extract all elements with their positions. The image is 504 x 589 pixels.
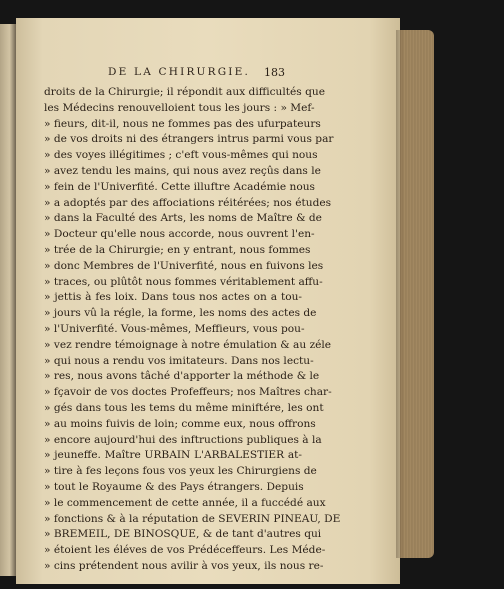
text-line: » cins prétendent nous avilir à vos yeux, ils nous re- xyxy=(44,559,324,572)
text-line: » jettis à fes loix. Dans tous nos actes on a tou- xyxy=(44,291,302,304)
text-line: » l'Univerfité. Vous-mêmes, Meffieurs, vous pou- xyxy=(44,322,305,335)
text-line: » trée de la Chirurgie; en y entrant, nous fommes xyxy=(44,243,311,256)
text-line: » donc Membres de l'Univerfité, nous en fuivons les xyxy=(44,259,324,272)
text-line: » jeuneffe. Maître URBAIN L'ARBALESTIER at- xyxy=(44,449,302,462)
text-line: » de vos droits ni des étrangers intrus parmi vous par xyxy=(44,133,334,146)
text-line: » étoient les éléves de vos Prédéceffeurs. Les Méde- xyxy=(44,544,326,557)
page-header xyxy=(16,66,400,82)
running-title: DE LA CHIRURGIE. xyxy=(108,66,251,78)
text-line: » fein de l'Univerfité. Cette illuftre Académie nous xyxy=(44,180,315,193)
text-line: » res, nous avons tâché d'apporter la méthode & le xyxy=(44,370,320,383)
text-line: » le commencement de cette année, il a fuccédé aux xyxy=(44,496,326,509)
text-line: » fçavoir de vos doctes Profeffeurs; nos Maîtres char- xyxy=(44,386,332,399)
body-text xyxy=(44,85,341,575)
text-line: droits de la Chirurgie; il répondit aux difficultés que xyxy=(44,86,325,98)
text-line: » des voyes illégitimes ; c'eft vous-mêmes qui nous xyxy=(44,149,318,162)
text-line: » tout le Royaume & des Pays étrangers. Depuis xyxy=(44,480,304,493)
text-line: » a adoptés par des affociations réitérées; nos études xyxy=(44,196,332,209)
text-line: » traces, ou plûtôt nous fommes véritablement affu- xyxy=(44,275,323,288)
text-line: » gés dans tous les tems du même miniftére, les ont xyxy=(44,401,324,414)
text-line: » fonctions & à la réputation de SEVERIN PINEAU, DE xyxy=(44,512,341,525)
text-line: » dans la Faculté des Arts, les noms de Maître & de xyxy=(44,212,322,225)
text-line: » fieurs, dit-il, nous ne fommes pas des ufurpateurs xyxy=(44,117,321,130)
book-page xyxy=(16,18,400,584)
facing-page-edge xyxy=(0,24,16,576)
text-line: » encore aujourd'hui des inftructions publiques à la xyxy=(44,433,322,446)
text-line: » jours vû la régle, la forme, les noms des actes de xyxy=(44,307,317,320)
text-line: » avez tendu les mains, qui nous avez reçûs dans le xyxy=(44,164,321,177)
text-line: » qui nous a rendu vos imitateurs. Dans nos lectu- xyxy=(44,354,314,367)
gutter-shadow xyxy=(396,30,404,558)
text-line: » Docteur qu'elle nous accorde, nous ouvrent l'en- xyxy=(44,228,315,241)
text-line: » tire à fes leçons fous vos yeux les Chirurgiens de xyxy=(44,465,317,478)
text-line: » vez rendre témoignage à notre émulation & au zéle xyxy=(44,338,332,351)
text-line: » au moins fuivis de loin; comme eux, nous offrons xyxy=(44,417,316,430)
page-number: 183 xyxy=(264,66,285,79)
text-line: les Médecins renouvelloient tous les jours : » Mef- xyxy=(44,101,315,114)
text-line: » BREMEIL, DE BINOSQUE, & de tant d'autres qui xyxy=(44,528,322,541)
page-block-edge xyxy=(400,30,434,558)
